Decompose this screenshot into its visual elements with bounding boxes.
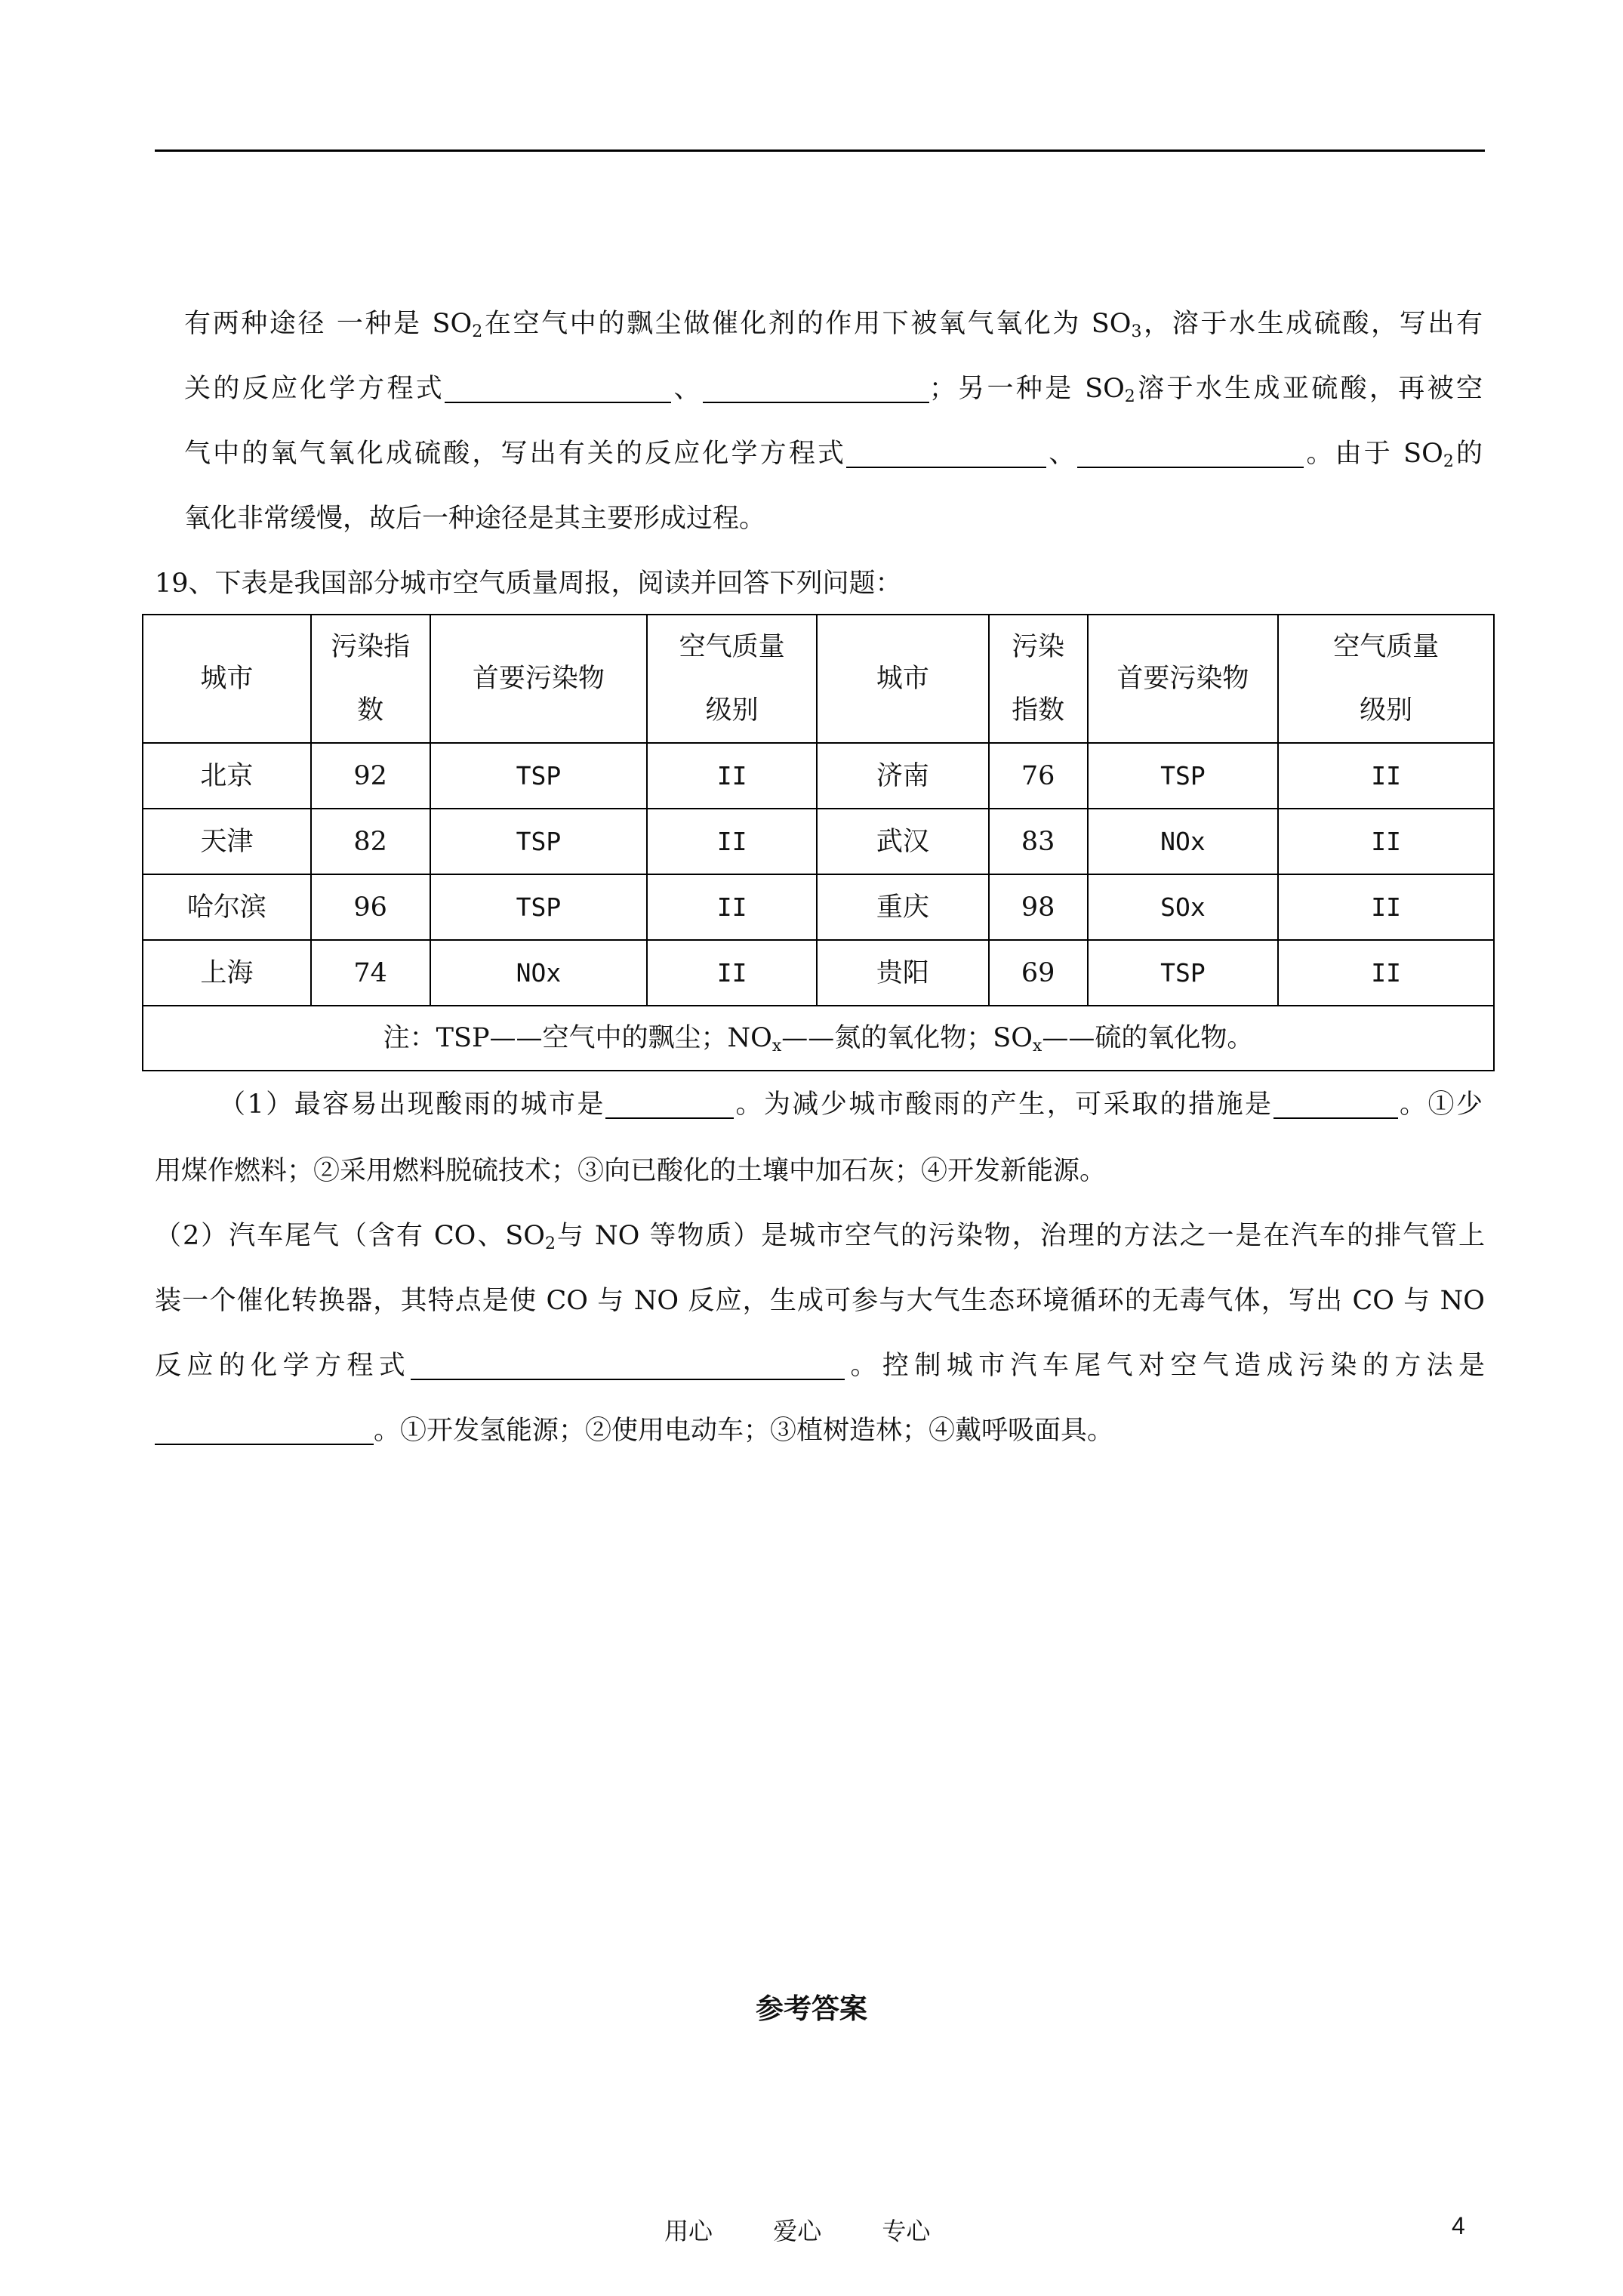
- cell-index: 82: [311, 809, 430, 874]
- cell-pollutant: NOx: [1088, 809, 1279, 874]
- cell-city: 贵阳: [817, 940, 989, 1006]
- header-city: 城市: [817, 615, 989, 743]
- page-number: 4: [1452, 2212, 1465, 2239]
- cell-index: 76: [989, 743, 1088, 809]
- answer-section-title: 参考答案: [756, 1992, 867, 2025]
- cell-pollutant: TSP: [1088, 940, 1279, 1006]
- footer-motto-item: 爱心: [773, 2217, 822, 2245]
- part1-line-1: （1）最容易出现酸雨的城市是 。为减少城市酸雨的产生，可采取的措施是 。①少: [219, 1089, 1483, 1120]
- cell-pollutant: TSP: [1088, 743, 1279, 809]
- part2-line-4: 。①开发氢能源；②使用电动车；③植树造林；④戴呼吸面具。: [155, 1412, 1485, 1450]
- answer-blank[interactable]: [445, 373, 671, 403]
- cell-level: II: [1278, 940, 1494, 1006]
- cell-level: II: [1278, 809, 1494, 874]
- cell-pollutant: NOx: [430, 940, 648, 1006]
- paragraph-line-1: 有两种途径 一种是 $SO_2$在空气中的飘尘做催化剂的作用下被氧气氧化为 $SO_3$，溶于水生成硫酸，写出有: [184, 309, 1483, 341]
- header-pollutant: 首要污染物: [430, 615, 648, 743]
- table-row: [143, 940, 1494, 1006]
- cell-pollutant: TSP: [430, 874, 648, 940]
- answer-blank[interactable]: [703, 373, 929, 403]
- table-row: [143, 743, 1494, 809]
- air-quality-table: [142, 614, 1495, 1071]
- cell-pollutant: SOx: [1088, 874, 1279, 940]
- cell-city: 济南: [817, 743, 989, 809]
- cell-pollutant: TSP: [430, 809, 648, 874]
- paragraph-line-3: 气中的氧气氧化成硫酸，写出有关的反应化学方程式 、 。由于 $SO_2$的: [184, 439, 1483, 471]
- header-level: 空气质量 级别: [1278, 615, 1494, 743]
- footer-motto-item: 用心: [664, 2217, 713, 2245]
- cell-city: 上海: [143, 940, 311, 1006]
- cell-city: 北京: [143, 743, 311, 809]
- answer-blank[interactable]: [155, 1415, 374, 1445]
- cell-level: II: [647, 874, 817, 940]
- cell-city: 重庆: [817, 874, 989, 940]
- table-header-row: [143, 615, 1494, 743]
- answer-blank[interactable]: [1077, 438, 1304, 468]
- table-note: 注：TSP——空气中的飘尘；$NO_x——$氮的氧化物；$SO_x——$硫的氧化物。: [143, 1006, 1494, 1071]
- cell-index: 96: [311, 874, 430, 940]
- answer-blank[interactable]: [411, 1350, 845, 1380]
- header-city: 城市: [143, 615, 311, 743]
- cell-level: II: [647, 743, 817, 809]
- header-index: 污染指 数: [311, 615, 430, 743]
- header-level: 空气质量 级别: [647, 615, 817, 743]
- table-row: [143, 809, 1494, 874]
- cell-city: 武汉: [817, 809, 989, 874]
- cell-city: 天津: [143, 809, 311, 874]
- cell-index: 83: [989, 809, 1088, 874]
- answer-blank[interactable]: [605, 1089, 734, 1119]
- footer-motto-item: 专心: [882, 2217, 931, 2245]
- cell-level: II: [1278, 874, 1494, 940]
- cell-level: II: [647, 940, 817, 1006]
- cell-level: II: [647, 809, 817, 874]
- part2-line-1: （2）汽车尾气（含有 CO、$SO_2$与 NO 等物质）是城市空气的污染物，治理的方法之一是在汽车的排气管上: [155, 1221, 1486, 1253]
- part2-line-2: 装一个催化转换器，其特点是使 CO 与 NO 反应，生成可参与大气生态环境循环的无毒气体，写出 CO 与 NO: [155, 1286, 1485, 1316]
- table-row: [143, 874, 1494, 940]
- cell-city: 哈尔滨: [143, 874, 311, 940]
- answer-blank[interactable]: [1273, 1089, 1398, 1119]
- cell-index: 92: [311, 743, 430, 809]
- header-index: 污染 指数: [989, 615, 1088, 743]
- part1-line-2: 用煤作燃料；②采用燃料脱硫技术；③向已酸化的土壤中加石灰；④开发新能源。: [155, 1156, 1107, 1186]
- paragraph-line-2: 关的反应化学方程式 、 ；另一种是 $SO_2$溶于水生成亚硫酸，再被空: [184, 374, 1483, 406]
- part2-line-3: 反应的化学方程式 。控制城市汽车尾气对空气造成污染的方法是: [155, 1351, 1485, 1381]
- question-19-title: 19、下表是我国部分城市空气质量周报，阅读并回答下列问题：: [155, 569, 902, 599]
- header-rule: [155, 149, 1485, 152]
- answer-blank[interactable]: [846, 438, 1046, 468]
- cell-index: 69: [989, 940, 1088, 1006]
- cell-index: 98: [989, 874, 1088, 940]
- cell-pollutant: TSP: [430, 743, 648, 809]
- header-pollutant: 首要污染物: [1088, 615, 1279, 743]
- cell-index: 74: [311, 940, 430, 1006]
- cell-level: II: [1278, 743, 1494, 809]
- paragraph-line-4: 氧化非常缓慢，故后一种途径是其主要形成过程。: [184, 504, 766, 534]
- table-note-row: [143, 1006, 1494, 1071]
- footer-motto: [664, 2212, 983, 2247]
